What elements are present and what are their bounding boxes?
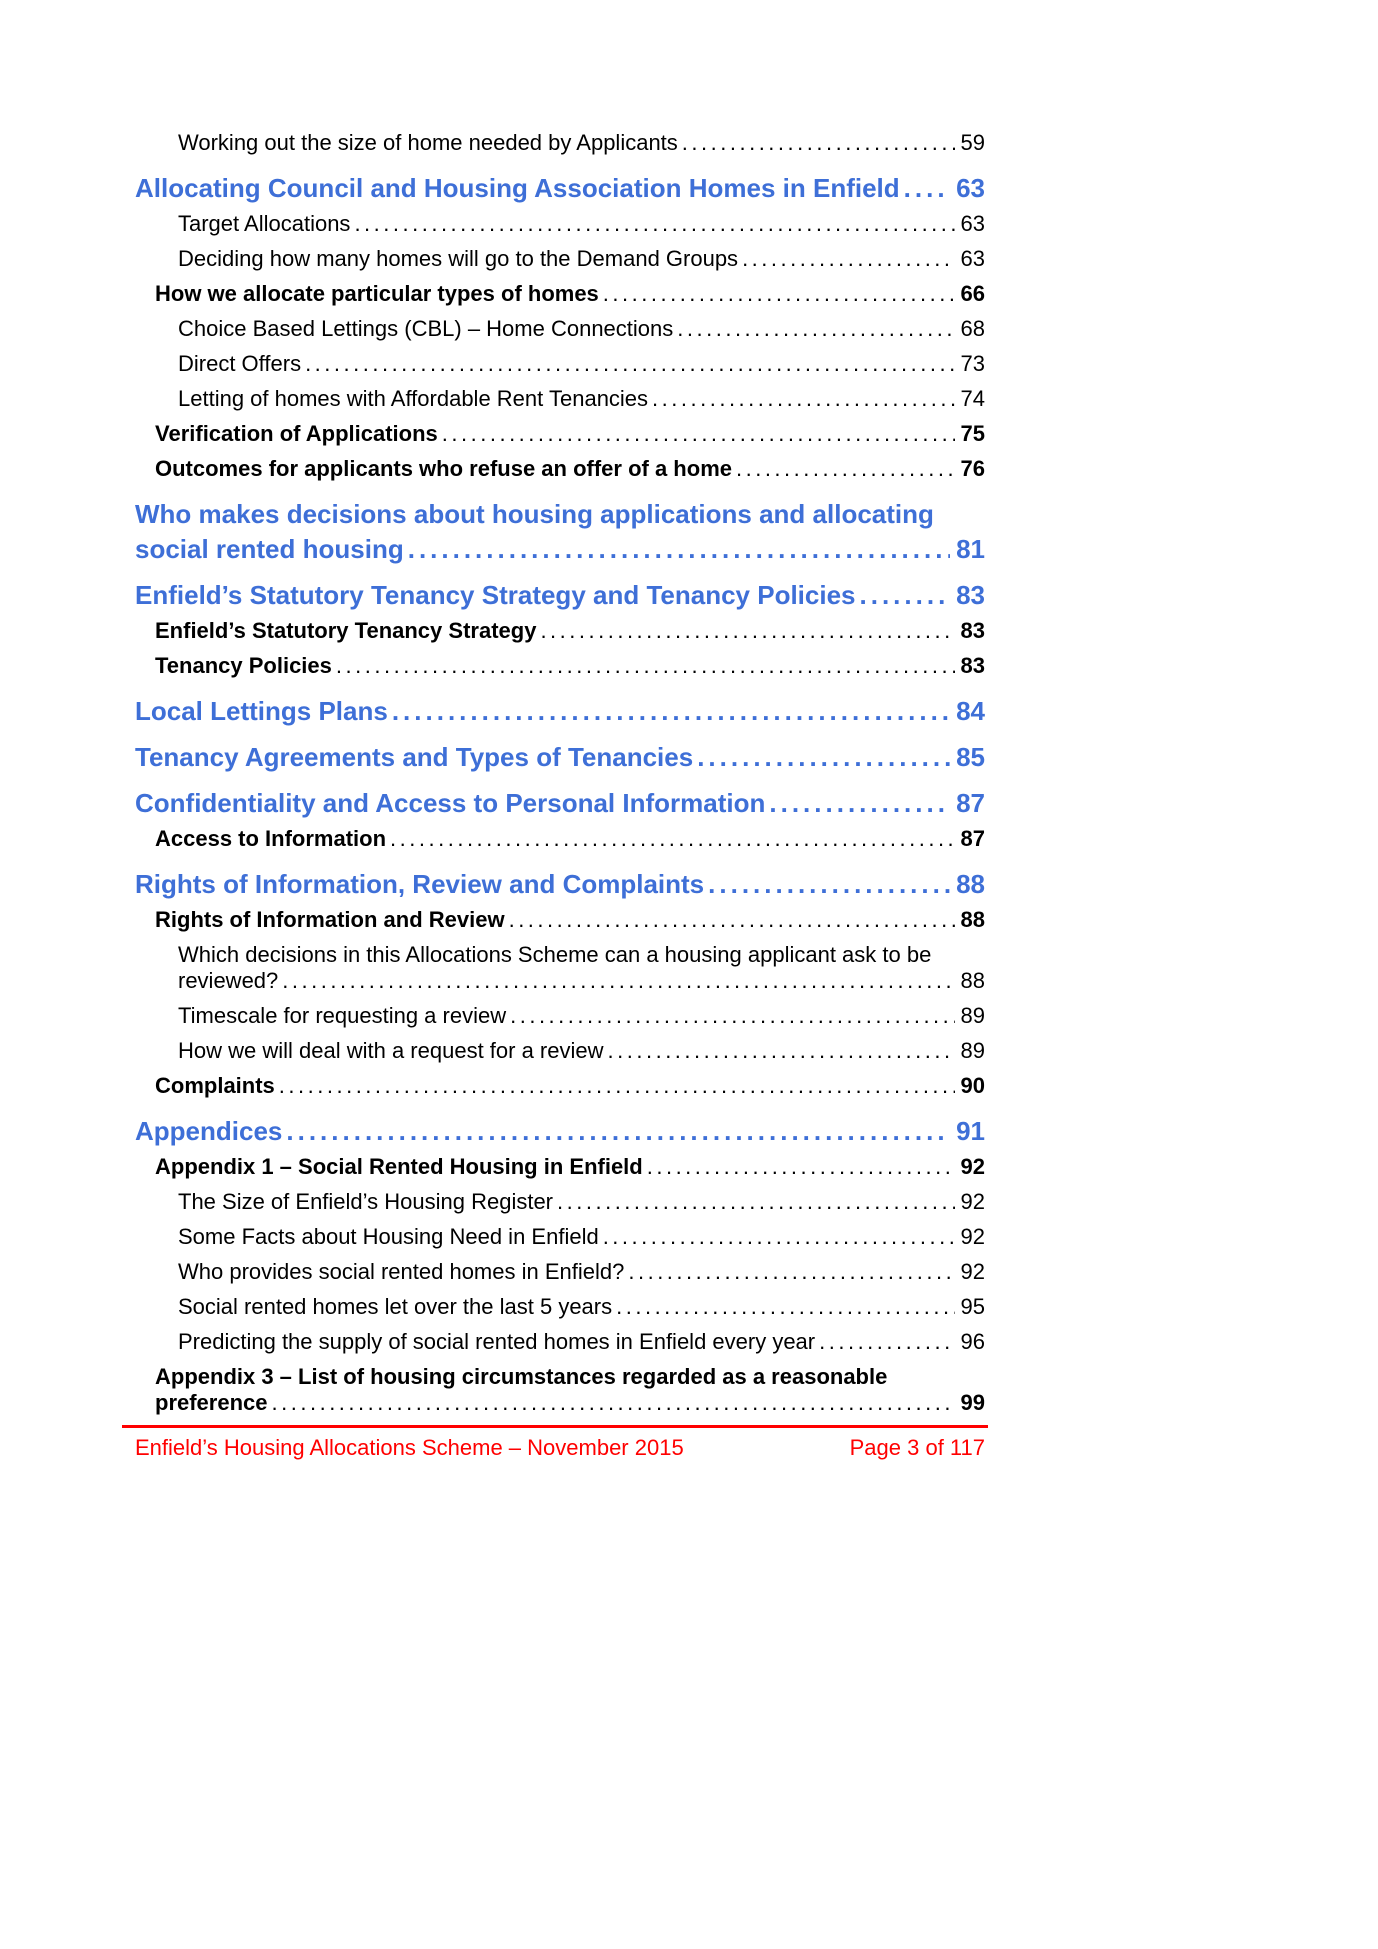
toc-entry-row: [178, 1224, 985, 1250]
toc-entry-row: [155, 456, 985, 482]
toc-dot-leader: [616, 1294, 954, 1320]
toc-entry-text: reviewed?: [178, 968, 279, 993]
toc-entry-row: [155, 907, 985, 933]
toc-entry-text: Appendix 1 – Social Rented Housing in Enfield: [155, 1154, 643, 1179]
toc-entry-text: How we allocate particular types of homes: [155, 281, 599, 306]
toc-page-number: 81: [956, 534, 985, 564]
toc-dot-leader: [697, 740, 950, 775]
toc-page-number: 83: [960, 618, 985, 643]
toc-entry[interactable]: [135, 826, 985, 852]
toc-entry-row: [178, 316, 985, 342]
toc-entry[interactable]: [135, 351, 985, 377]
toc-entry[interactable]: [135, 316, 985, 342]
toc-dot-leader: [736, 456, 955, 482]
toc-dot-leader: [272, 1390, 955, 1416]
toc-page-number: 90: [960, 1073, 985, 1098]
toc-entry-row: [178, 1329, 985, 1355]
toc-entry[interactable]: [135, 1038, 985, 1064]
toc-entry[interactable]: [135, 386, 985, 412]
toc-entry-row: [178, 968, 985, 994]
toc-page-number: 75: [960, 421, 985, 446]
toc-entry-text: Appendices: [135, 1116, 283, 1146]
toc-entry[interactable]: [135, 1154, 985, 1180]
toc-dot-leader: [557, 1189, 955, 1215]
toc-entry-text: Access to Information: [155, 826, 387, 851]
toc-entry-text: Rights of Information, Review and Complaints: [135, 869, 705, 899]
toc-entry-text: Deciding how many homes will go to the Demand Groups: [178, 246, 739, 271]
toc-page-number: 63: [960, 246, 985, 271]
toc-entry-row: [155, 1390, 985, 1416]
toc-entry-row: [178, 211, 985, 237]
toc-entry-text: Appendix 3 – List of housing circumstances regarded as a reasonable: [155, 1364, 888, 1389]
toc-dot-leader: [742, 246, 954, 272]
toc-entry-row: [135, 786, 985, 821]
toc-dot-leader: [904, 171, 950, 206]
toc-dot-leader: [279, 1073, 955, 1099]
toc-entry[interactable]: [135, 165, 985, 206]
toc-entry-text: preference: [155, 1390, 268, 1415]
toc-dot-leader: [603, 281, 955, 307]
toc-dot-leader: [819, 1329, 954, 1355]
toc-page-number: 83: [956, 580, 985, 610]
toc-entry-row: [135, 1114, 985, 1149]
toc-entry-row: [178, 1038, 985, 1064]
toc-entry-row: [178, 1259, 985, 1285]
toc-entry-text: Target Allocations: [178, 211, 351, 236]
toc-dot-leader: [608, 1038, 955, 1064]
toc-entry-text: Enfield’s Statutory Tenancy Strategy and Tenancy Policies: [135, 580, 856, 610]
toc-entry[interactable]: [135, 907, 985, 933]
toc-entry-text: Social rented homes let over the last 5 years: [178, 1294, 613, 1319]
toc-entry-row: [155, 653, 985, 679]
toc-page-number: 66: [960, 281, 985, 306]
toc-page-number: 95: [960, 1294, 985, 1319]
toc-entry[interactable]: [135, 1108, 985, 1149]
toc-dot-leader: [286, 1114, 950, 1149]
toc-entry-row: [135, 532, 985, 567]
toc-entry-row: [178, 386, 985, 412]
toc-page-number: 99: [960, 1390, 985, 1415]
toc-page-number: 89: [960, 1038, 985, 1063]
toc-page-number: 84: [956, 696, 985, 726]
toc-page-number: 92: [960, 1189, 985, 1214]
toc-page-number: 76: [960, 456, 985, 481]
toc-page-number: 92: [960, 1154, 985, 1179]
toc-entry[interactable]: [135, 618, 985, 644]
toc-page-number: 83: [960, 653, 985, 678]
toc-dot-leader: [860, 578, 951, 613]
toc-dot-leader: [408, 532, 950, 567]
toc-dot-leader: [682, 130, 955, 156]
toc-page-number: 59: [960, 130, 985, 155]
toc-entry[interactable]: [135, 1073, 985, 1099]
toc-entry-text: Allocating Council and Housing Association Homes in Enfield: [135, 173, 900, 203]
toc-dot-leader: [509, 907, 955, 933]
toc-entry[interactable]: [135, 421, 985, 447]
toc-entry[interactable]: [135, 1364, 985, 1416]
toc-entry-text: Working out the size of home needed by Applicants: [178, 130, 678, 155]
toc-page-number: 88: [960, 968, 985, 993]
toc-entry-row: [178, 1294, 985, 1320]
toc-entry-row: [155, 1154, 985, 1180]
toc-entry-row: [135, 740, 985, 775]
toc-dot-leader: [769, 786, 950, 821]
toc-entry-text: Timescale for requesting a review: [178, 1003, 507, 1028]
toc-entry-row: [155, 826, 985, 852]
toc-entry-text: Complaints: [155, 1073, 275, 1098]
toc-page-number: 92: [960, 1259, 985, 1284]
toc-dot-leader: [540, 618, 954, 644]
toc-entry-row: [178, 130, 985, 156]
toc-entry[interactable]: [135, 1294, 985, 1320]
toc-dot-leader: [390, 826, 954, 852]
toc-entry-row: [135, 694, 985, 729]
toc-entry-row: [155, 618, 985, 644]
toc-entry-text: Tenancy Agreements and Types of Tenancies: [135, 742, 694, 772]
toc-entry[interactable]: [135, 734, 985, 775]
toc-entry-text: Which decisions in this Allocations Scheme can a housing applicant ask to be: [178, 942, 932, 967]
toc-dot-leader: [603, 1224, 955, 1250]
toc-entry-row: [155, 281, 985, 307]
toc-dot-leader: [510, 1003, 954, 1029]
toc-dot-leader: [647, 1154, 955, 1180]
footer-row: [135, 1428, 985, 1461]
toc-page-number: 87: [956, 788, 985, 818]
toc-dot-leader: [336, 653, 955, 679]
toc-dot-leader: [442, 421, 955, 447]
toc-entry[interactable]: [135, 1329, 985, 1355]
toc-entry[interactable]: [135, 281, 985, 307]
toc-page-number: 68: [960, 316, 985, 341]
toc-dot-leader: [677, 316, 954, 342]
toc-entry-text: social rented housing: [135, 534, 404, 564]
toc-entry[interactable]: [135, 942, 985, 994]
toc-entry-row: [135, 867, 985, 902]
toc-entry-row: [178, 246, 985, 272]
toc-dot-leader: [282, 968, 954, 994]
toc-entry-row: [155, 1073, 985, 1099]
toc-entry-text: Who provides social rented homes in Enfield?: [178, 1259, 625, 1284]
toc-page-number: 87: [960, 826, 985, 851]
toc-entry-text: Enfield’s Statutory Tenancy Strategy: [155, 618, 537, 643]
toc-entry[interactable]: [135, 456, 985, 482]
toc-entry[interactable]: [135, 1189, 985, 1215]
toc-entry-text: Choice Based Lettings (CBL) – Home Connections: [178, 316, 674, 341]
toc-entry-text: The Size of Enfield’s Housing Register: [178, 1189, 554, 1214]
toc-page-number: 63: [956, 173, 985, 203]
toc-entry-row: [178, 1189, 985, 1215]
toc-page-number: 63: [960, 211, 985, 236]
toc-page-number: 96: [960, 1329, 985, 1354]
toc-entry-text: Predicting the supply of social rented homes in Enfield every year: [178, 1329, 816, 1354]
toc-page-number: 73: [960, 351, 985, 376]
toc-dot-leader: [392, 694, 950, 729]
toc-entry-text: Confidentiality and Access to Personal Information: [135, 788, 766, 818]
toc-page-number: 91: [956, 1116, 985, 1146]
toc-entry[interactable]: [135, 1224, 985, 1250]
toc-entry-text: Who makes decisions about housing applications and allocating: [135, 499, 934, 529]
toc-page-number: 88: [956, 869, 985, 899]
toc-entry-row: [135, 578, 985, 613]
toc-entry-text: Letting of homes with Affordable Rent Tenancies: [178, 386, 649, 411]
toc-entry-text: How we will deal with a request for a review: [178, 1038, 604, 1063]
toc-entry[interactable]: [135, 780, 985, 821]
toc-entry[interactable]: [135, 653, 985, 679]
toc-entry-row: [178, 1003, 985, 1029]
toc-dot-leader: [354, 211, 954, 237]
toc-entry-row: [155, 421, 985, 447]
toc-entry[interactable]: [135, 130, 985, 156]
toc-entry-text: Tenancy Policies: [155, 653, 332, 678]
toc-entry[interactable]: [135, 1259, 985, 1285]
toc-entry-text: Direct Offers: [178, 351, 302, 376]
table-of-contents: [135, 130, 985, 1416]
toc-dot-leader: [652, 386, 954, 412]
toc-entry-text: Local Lettings Plans: [135, 696, 388, 726]
toc-page-number: 74: [960, 386, 985, 411]
toc-page-number: 92: [960, 1224, 985, 1249]
toc-entry-text: Outcomes for applicants who refuse an offer of a home: [155, 456, 732, 481]
footer-document-title: Enfield’s Housing Allocations Scheme – November 2015: [135, 1435, 684, 1460]
footer-page-indicator: Page 3 of 117: [849, 1435, 985, 1460]
toc-entry-text: Verification of Applications: [155, 421, 438, 446]
toc-page-number: 89: [960, 1003, 985, 1028]
toc-entry-text: Rights of Information and Review: [155, 907, 505, 932]
toc-page-number: 88: [960, 907, 985, 932]
page-footer: [135, 1425, 985, 1461]
toc-dot-leader: [628, 1259, 954, 1285]
toc-entry[interactable]: [135, 246, 985, 272]
toc-entry-row: [178, 351, 985, 377]
toc-entry-text: Some Facts about Housing Need in Enfield: [178, 1224, 599, 1249]
toc-entry[interactable]: [135, 491, 985, 567]
toc-dot-leader: [305, 351, 954, 377]
toc-page-number: 85: [956, 742, 985, 772]
toc-entry[interactable]: [135, 211, 985, 237]
toc-entry[interactable]: [135, 688, 985, 729]
toc-entry[interactable]: [135, 572, 985, 613]
toc-entry-row: [135, 171, 985, 206]
toc-entry[interactable]: [135, 861, 985, 902]
toc-entry[interactable]: [135, 1003, 985, 1029]
toc-dot-leader: [708, 867, 950, 902]
